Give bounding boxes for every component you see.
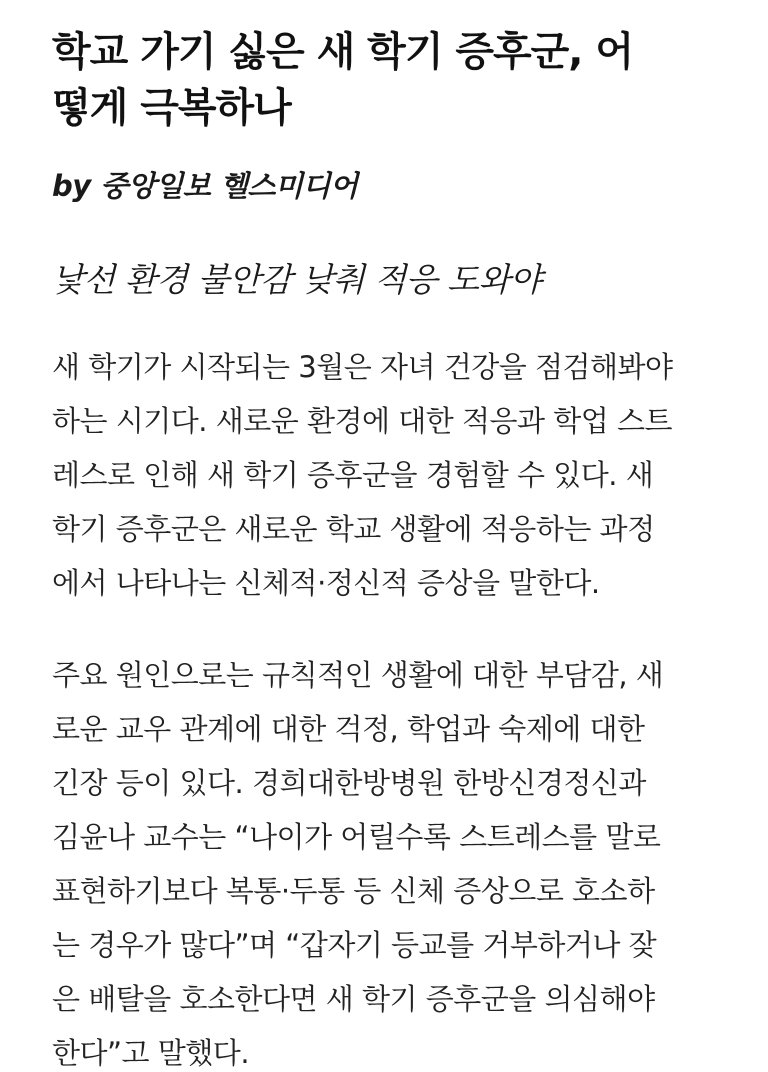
paragraph-line: 는 경우가 많다”며 “갑자기 등교를 거부하거나 잦: [52, 928, 657, 962]
paragraph-line: 레스로 인해 새 학기 증후군을 경험할 수 있다. 새: [52, 458, 654, 492]
paragraph-line: 표현하기보다 복통·두통 등 신체 증상으로 호소하: [52, 874, 655, 908]
article-paragraph: [52, 648, 728, 1072]
paragraph-line: 김윤나 교수는 “나이가 어릴수록 스트레스를 말로: [52, 820, 661, 854]
article-title-line: 학교 가기 싫은 새 학기 증후군, 어: [52, 29, 634, 75]
article-subhead: 낯선 환경 불안감 낮춰 적응 도와야: [52, 260, 542, 299]
paragraph-line: 새 학기가 시작되는 3월은 자녀 건강을 점검해봐야: [52, 350, 673, 384]
paragraph-line: 학기 증후군은 새로운 학교 생활에 적응하는 과정: [52, 512, 655, 546]
paragraph-line: 하는 시기다. 새로운 환경에 대한 적응과 학업 스트: [52, 404, 673, 438]
paragraph-line: 에서 나타나는 신체적·정신적 증상을 말한다.: [52, 566, 600, 600]
paragraph-line: 긴장 등이 있다. 경희대한방병원 한방신경정신과: [52, 766, 646, 800]
article-byline: by 중앙일보 헬스미디어: [52, 169, 358, 203]
article-title-line: 떻게 극복하나: [52, 85, 291, 131]
article-title: [52, 24, 732, 136]
paragraph-line: 주요 원인으로는 규칙적인 생활에 대한 부담감, 새: [52, 658, 664, 692]
paragraph-line: 한다”고 말했다.: [52, 1036, 250, 1070]
paragraph-line: 은 배탈을 호소한다면 새 학기 증후군을 의심해야: [52, 982, 655, 1016]
article-paragraph: [52, 340, 728, 610]
paragraph-line: 로운 교우 관계에 대한 걱정, 학업과 숙제에 대한: [52, 712, 645, 746]
